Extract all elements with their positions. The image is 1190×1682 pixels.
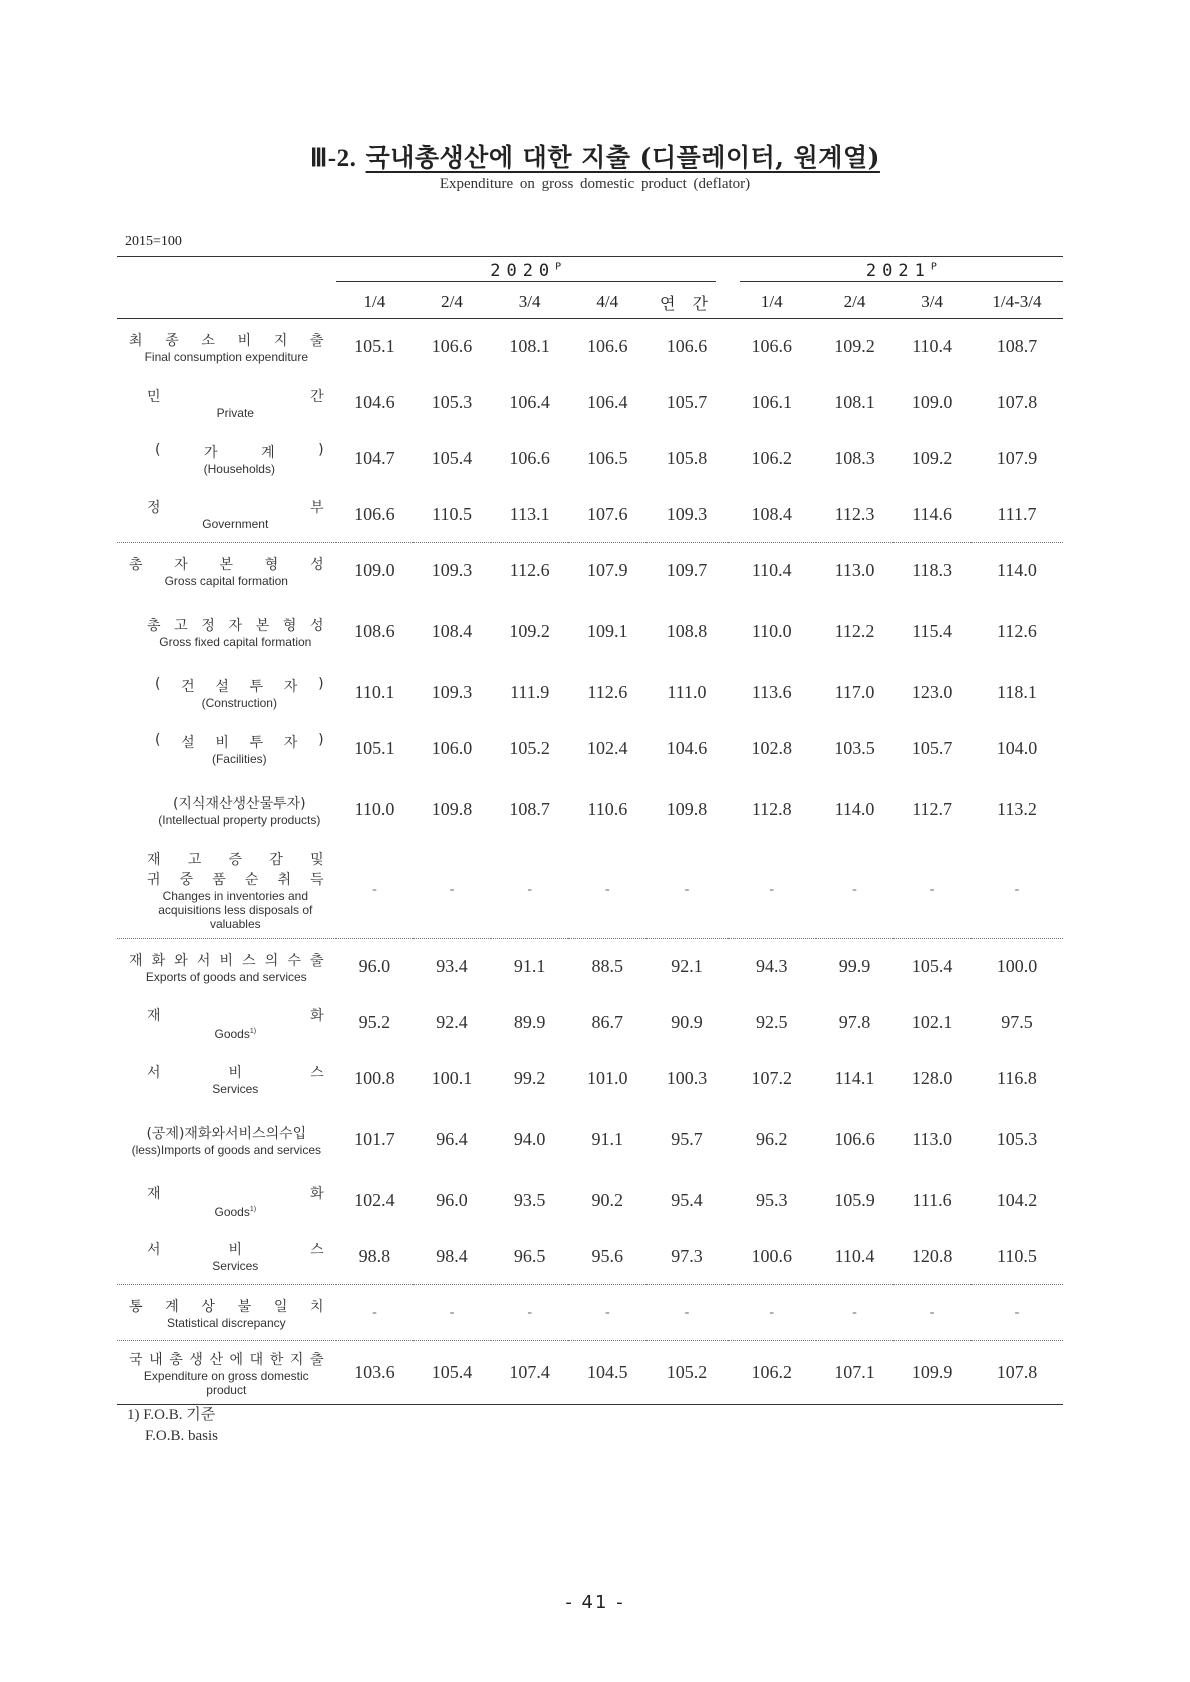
table-cell: 106.6: [666, 336, 708, 357]
table-row: [117, 843, 1063, 939]
row-label-ko: 국 내 총 생 산 에 대 한 지 출: [129, 1351, 324, 1368]
table-cell: -: [929, 882, 935, 898]
table-cell: 113.0: [912, 1129, 953, 1149]
col-header: 2/4: [413, 286, 491, 319]
table-cell: 109.3: [431, 682, 473, 702]
row-label-ko: 귀 중 품 순 취 득: [147, 872, 324, 889]
row-label: [117, 1173, 336, 1229]
table-cell: -: [568, 1285, 646, 1341]
deflator-table: [117, 256, 1063, 1405]
row-label-ko: 재 화: [147, 1007, 324, 1024]
base-year-unit: 2015=100: [125, 234, 182, 249]
col-header: 3/4: [491, 286, 569, 319]
table-cell: 102.1: [911, 1012, 953, 1032]
table-cell: 105.2: [509, 738, 550, 758]
table-cell: 105.3: [431, 392, 473, 412]
table-cell: 93.5: [513, 1190, 546, 1210]
table-cell: 109.2: [834, 336, 875, 357]
table-row: [117, 431, 1063, 487]
table-cell: 110.0: [354, 799, 395, 819]
table-cell: 96.0: [436, 1190, 468, 1210]
table-cell: 96.0: [336, 939, 414, 995]
table-cell: 105.2: [646, 1341, 728, 1405]
table-cell: -: [728, 1285, 816, 1341]
table-cell: 108.7: [509, 799, 550, 819]
table-cell: 110.1: [354, 682, 395, 702]
row-label-ko: ( 설 비 투 자 ): [155, 731, 324, 751]
table-cell: 108.6: [354, 621, 395, 641]
row-label: [117, 1285, 336, 1341]
table-cell: 118.3: [893, 543, 971, 599]
table-cell: 97.5: [1001, 1012, 1033, 1032]
table-row: [117, 599, 1063, 665]
table-cell: 107.1: [816, 1341, 894, 1405]
table-cell: 110.0: [751, 621, 792, 641]
table-cell: 106.2: [751, 448, 792, 468]
table-cell: 116.8: [997, 1068, 1037, 1088]
row-label-en: (Construction): [201, 695, 277, 710]
table-cell: 106.2: [728, 1341, 816, 1405]
table-cell: 106.6: [751, 336, 792, 357]
table-cell: 108.3: [834, 448, 875, 468]
table-row: [117, 939, 1063, 995]
row-label-en: Gross capital formation: [164, 573, 288, 588]
row-label-ko: 재 화 와 서 비 스 의 수 출: [129, 952, 324, 969]
table-cell: 112.7: [912, 799, 953, 819]
row-label-en: Gross fixed capital formation: [159, 634, 312, 649]
row-label-ko: ( 건 설 투 자 ): [155, 675, 324, 695]
row-label-ko: 서 비 스: [147, 1064, 324, 1081]
table-cell: 107.6: [587, 503, 628, 524]
table-cell: 111.6: [912, 1190, 952, 1210]
table-cell: 102.4: [354, 1190, 395, 1210]
table-cell: 93.4: [413, 939, 491, 995]
table-cell: 104.6: [354, 392, 395, 412]
table-cell: 108.8: [666, 621, 708, 641]
table-cell: 103.6: [336, 1341, 414, 1405]
table-cell: 106.6: [834, 1129, 875, 1149]
table-cell: 106.5: [587, 448, 628, 468]
row-label-ko: 재 화: [147, 1185, 324, 1202]
table-cell: 123.0: [911, 682, 953, 702]
table-cell: 113.1: [509, 503, 550, 524]
table-cell: 105.4: [893, 939, 971, 995]
table-cell: 95.4: [671, 1190, 703, 1210]
page-title: [0, 138, 1190, 174]
table-cell: 107.9: [568, 543, 646, 599]
table-cell: -: [413, 1285, 491, 1341]
row-label-ko: (공제)재화와서비스의수입: [146, 1125, 307, 1142]
table-cell: 90.9: [671, 1012, 703, 1032]
row-label-ko: 민 간: [147, 388, 324, 405]
col-header: 1/4: [336, 286, 414, 319]
table-cell: 88.5: [568, 939, 646, 995]
table-cell: 105.9: [834, 1190, 875, 1210]
col-header-annual: 연 간: [646, 286, 728, 319]
row-label-en: Services: [212, 1259, 259, 1274]
table-cell: 94.0: [513, 1129, 546, 1149]
table-cell: 106.0: [431, 738, 473, 758]
table-cell: -: [491, 1285, 569, 1341]
row-label: [117, 543, 336, 599]
table-cell: 104.0: [996, 738, 1038, 758]
row-label: [117, 1341, 336, 1405]
table-cell: 110.4: [834, 1245, 875, 1266]
table-cell: 109.0: [336, 543, 414, 599]
table-cell: 110.6: [587, 799, 628, 819]
row-label-ko: 통 계 상 불 일 치: [129, 1298, 324, 1315]
table-cell: 105.7: [911, 738, 953, 758]
table-cell: 109.9: [893, 1341, 971, 1405]
row-label: [117, 375, 336, 431]
table-cell: 128.0: [911, 1068, 953, 1088]
table-cell: 106.4: [587, 392, 628, 412]
row-label: [117, 487, 336, 543]
table-row: [117, 721, 1063, 777]
table-row: [117, 1341, 1063, 1405]
table-cell: 100.8: [354, 1068, 395, 1088]
table-cell: 101.7: [354, 1129, 395, 1149]
table-cell: 105.4: [431, 448, 473, 468]
row-label-ko: 정 부: [147, 500, 324, 517]
row-label-en: (less)Imports of goods and services: [131, 1142, 321, 1157]
table-cell: 114.1: [834, 1068, 875, 1088]
table-cell: 112.3: [834, 503, 875, 524]
table-cell: 107.8: [971, 1341, 1063, 1405]
row-label: [117, 319, 336, 375]
table-row: [117, 1107, 1063, 1173]
table-cell: 95.3: [756, 1190, 788, 1210]
table-row: [117, 1173, 1063, 1229]
table-cell: 91.1: [591, 1129, 624, 1149]
table-cell: 90.2: [591, 1190, 624, 1210]
table-cell: 117.0: [834, 682, 875, 702]
table-cell: 109.8: [666, 799, 708, 819]
table-row: [117, 1285, 1063, 1341]
table-cell: 111.9: [510, 682, 550, 702]
table-cell: 105.1: [354, 336, 395, 357]
table-cell: -: [684, 882, 690, 898]
table-cell: 103.5: [834, 738, 875, 758]
table-cell: 108.1: [509, 336, 550, 357]
table-row: [117, 777, 1063, 843]
row-label-en: Expenditure on gross domestic product: [143, 1368, 309, 1397]
table-cell: 94.3: [728, 939, 816, 995]
table-cell: -: [527, 882, 532, 898]
page-subtitle: Expenditure on gross domestic product (deflator): [439, 176, 751, 192]
table-cell: 99.2: [513, 1068, 546, 1088]
col-header: 2/4: [816, 286, 894, 319]
table-cell: 92.4: [436, 1012, 468, 1032]
row-label-ko: 최 종 소 비 지 출: [129, 332, 324, 349]
row-label-ko: 총 고 정 자 본 형 성: [147, 617, 324, 634]
table-cell: 108.7: [996, 336, 1038, 357]
table-cell: 107.2: [751, 1068, 792, 1088]
row-label-en: Final consumption expenditure: [144, 349, 309, 364]
table-cell: 106.6: [587, 336, 628, 357]
table-row: [117, 487, 1063, 543]
row-label-ko: ( 가 계 ): [155, 441, 324, 461]
year-header-row: [117, 257, 1063, 287]
table-cell: 109.2: [911, 448, 953, 468]
row-label-ko: (지식재산생산물투자): [172, 795, 306, 812]
table-cell: 95.2: [358, 1012, 391, 1032]
table-cell: -: [449, 882, 455, 898]
table-cell: 97.8: [838, 1012, 871, 1032]
table-cell: 89.9: [513, 1012, 546, 1032]
table-cell: 112.6: [587, 682, 628, 702]
row-label-ko: 서 비 스: [147, 1242, 324, 1259]
row-label-en: Exports of goods and services: [145, 969, 307, 984]
row-label: [117, 599, 336, 665]
table-cell: 97.3: [671, 1245, 703, 1266]
table-cell: 110.5: [997, 1245, 1037, 1266]
table-cell: 113.0: [816, 543, 894, 599]
table-cell: -: [1014, 882, 1020, 898]
row-label: [117, 995, 336, 1051]
table-cell: 109.1: [587, 621, 628, 641]
table-cell: 105.3: [996, 1129, 1038, 1149]
table-cell: 91.1: [491, 939, 569, 995]
row-label: [117, 939, 336, 995]
table-cell: 107.9: [996, 448, 1038, 468]
table-cell: 86.7: [591, 1012, 624, 1032]
table-row: [117, 1229, 1063, 1285]
table-cell: -: [604, 882, 610, 898]
table-cell: 92.1: [646, 939, 728, 995]
table-cell: 105.7: [666, 392, 708, 412]
table-cell: 106.6: [431, 336, 473, 357]
table-cell: 106.6: [354, 503, 395, 524]
table-cell: 111.7: [997, 503, 1037, 524]
row-label: [117, 1051, 336, 1107]
table-cell: -: [769, 882, 775, 898]
table-cell: 111.0: [667, 682, 707, 702]
table-cell: 115.4: [912, 621, 953, 641]
table-cell: 95.6: [591, 1245, 624, 1266]
table-cell: 100.1: [431, 1068, 473, 1088]
table-cell: 106.1: [751, 392, 792, 412]
page-number: - 41 -: [565, 1592, 625, 1613]
row-label: [117, 431, 336, 487]
table-cell: 96.4: [436, 1129, 468, 1149]
table-cell: 105.4: [413, 1341, 491, 1405]
row-label-en: Statistical discrepancy: [166, 1315, 286, 1330]
row-label-en: Goods$^{1)}$: [214, 1026, 257, 1041]
table-cell: 110.4: [912, 336, 953, 357]
table-cell: 98.4: [436, 1245, 468, 1266]
row-label-ko: 총 자 본 형 성: [129, 556, 324, 573]
table-cell: 113.2: [997, 799, 1037, 819]
table-cell: 100.0: [971, 939, 1063, 995]
footnote-en: F.O.B. basis: [145, 1428, 218, 1444]
table-cell: 120.8: [911, 1245, 953, 1266]
table-cell: 107.8: [996, 392, 1038, 412]
table-cell: 110.4: [728, 543, 816, 599]
table-cell: 102.8: [751, 738, 792, 758]
row-label: [117, 721, 336, 777]
table-row: [117, 375, 1063, 431]
row-label-en: (Intellectual property products): [158, 812, 321, 827]
table-cell: 109.3: [666, 503, 708, 524]
row-label-en: Government: [202, 517, 269, 532]
year-2021: $2021^P$: [728, 257, 1063, 287]
table-cell: 104.7: [354, 448, 395, 468]
table-row: [117, 1051, 1063, 1107]
table-row: [117, 995, 1063, 1051]
table-cell: 92.5: [756, 1012, 788, 1032]
row-label: [117, 665, 336, 721]
table-cell: 114.6: [912, 503, 953, 524]
footnote-ko: 1) F.O.B. 기준: [127, 1407, 216, 1423]
table-cell: 109.7: [646, 543, 728, 599]
table-cell: -: [893, 1285, 971, 1341]
table-cell: 100.3: [666, 1068, 708, 1088]
table-cell: 110.5: [432, 503, 472, 524]
col-header: 3/4: [893, 286, 971, 319]
col-header: 1/4-3/4: [971, 286, 1063, 319]
table-cell: 106.4: [509, 392, 550, 412]
title-text: 국내총생산에 대한 지출 (디플레이터, 원계열): [365, 143, 880, 172]
table-cell: 118.1: [997, 682, 1037, 702]
table-cell: -: [336, 1285, 414, 1341]
year-2020: $2020^P$: [336, 257, 728, 287]
row-label-en: (Facilities): [211, 751, 267, 766]
row-label-en: Services: [212, 1081, 259, 1096]
col-header: 1/4: [728, 286, 816, 319]
table-cell: 104.6: [666, 738, 708, 758]
table-cell: 114.0: [834, 799, 875, 819]
row-label-en: Goods$^{1)}$: [214, 1204, 257, 1219]
table-cell: 112.8: [751, 799, 792, 819]
table-row: [117, 319, 1063, 375]
table-cell: 96.5: [513, 1245, 546, 1266]
table-cell: 113.6: [751, 682, 792, 702]
table-cell: 109.8: [431, 799, 473, 819]
row-label: [117, 1229, 336, 1285]
table-row: [117, 543, 1063, 599]
table-cell: 105.1: [354, 738, 395, 758]
table-cell: 101.0: [587, 1068, 628, 1088]
table-cell: 109.2: [509, 621, 550, 641]
table-cell: 95.7: [671, 1129, 703, 1149]
row-label-en: Private: [216, 405, 254, 420]
row-label: [117, 777, 336, 843]
table-cell: 108.4: [751, 503, 792, 524]
table-cell: 112.6: [997, 621, 1037, 641]
table-cell: 96.2: [756, 1129, 788, 1149]
table-cell: -: [816, 1285, 894, 1341]
row-label: [117, 843, 336, 939]
table-cell: 106.6: [509, 448, 550, 468]
table-row: [117, 665, 1063, 721]
row-label-en: (Households): [203, 461, 275, 476]
title-number: Ⅲ-2.: [310, 145, 357, 172]
table-cell: -: [646, 1285, 728, 1341]
table-cell: 104.2: [996, 1190, 1038, 1210]
col-header: 4/4: [568, 286, 646, 319]
table-cell: 99.9: [816, 939, 894, 995]
table-cell: 114.0: [971, 543, 1063, 599]
table-cell: 105.8: [666, 448, 708, 468]
table-cell: -: [852, 882, 857, 898]
table-cell: -: [971, 1285, 1063, 1341]
row-label: [117, 1107, 336, 1173]
row-label-en: Changes in inventories and acquisitions less disposals of valuables: [158, 889, 313, 932]
table-cell: -: [372, 882, 377, 898]
table-cell: 108.4: [431, 621, 473, 641]
table-cell: 112.2: [834, 621, 875, 641]
table-cell: 112.6: [491, 543, 569, 599]
quarter-header-row: [117, 286, 1063, 319]
table-cell: 104.5: [568, 1341, 646, 1405]
table-cell: 98.8: [358, 1245, 391, 1266]
table-cell: 109.0: [911, 392, 953, 412]
table-cell: 102.4: [587, 738, 628, 758]
table-cell: 100.6: [751, 1245, 792, 1266]
table-cell: 108.1: [834, 392, 875, 412]
table-cell: 109.3: [413, 543, 491, 599]
table-cell: 107.4: [491, 1341, 569, 1405]
row-label-ko: 재 고 증 감 및: [147, 852, 324, 869]
